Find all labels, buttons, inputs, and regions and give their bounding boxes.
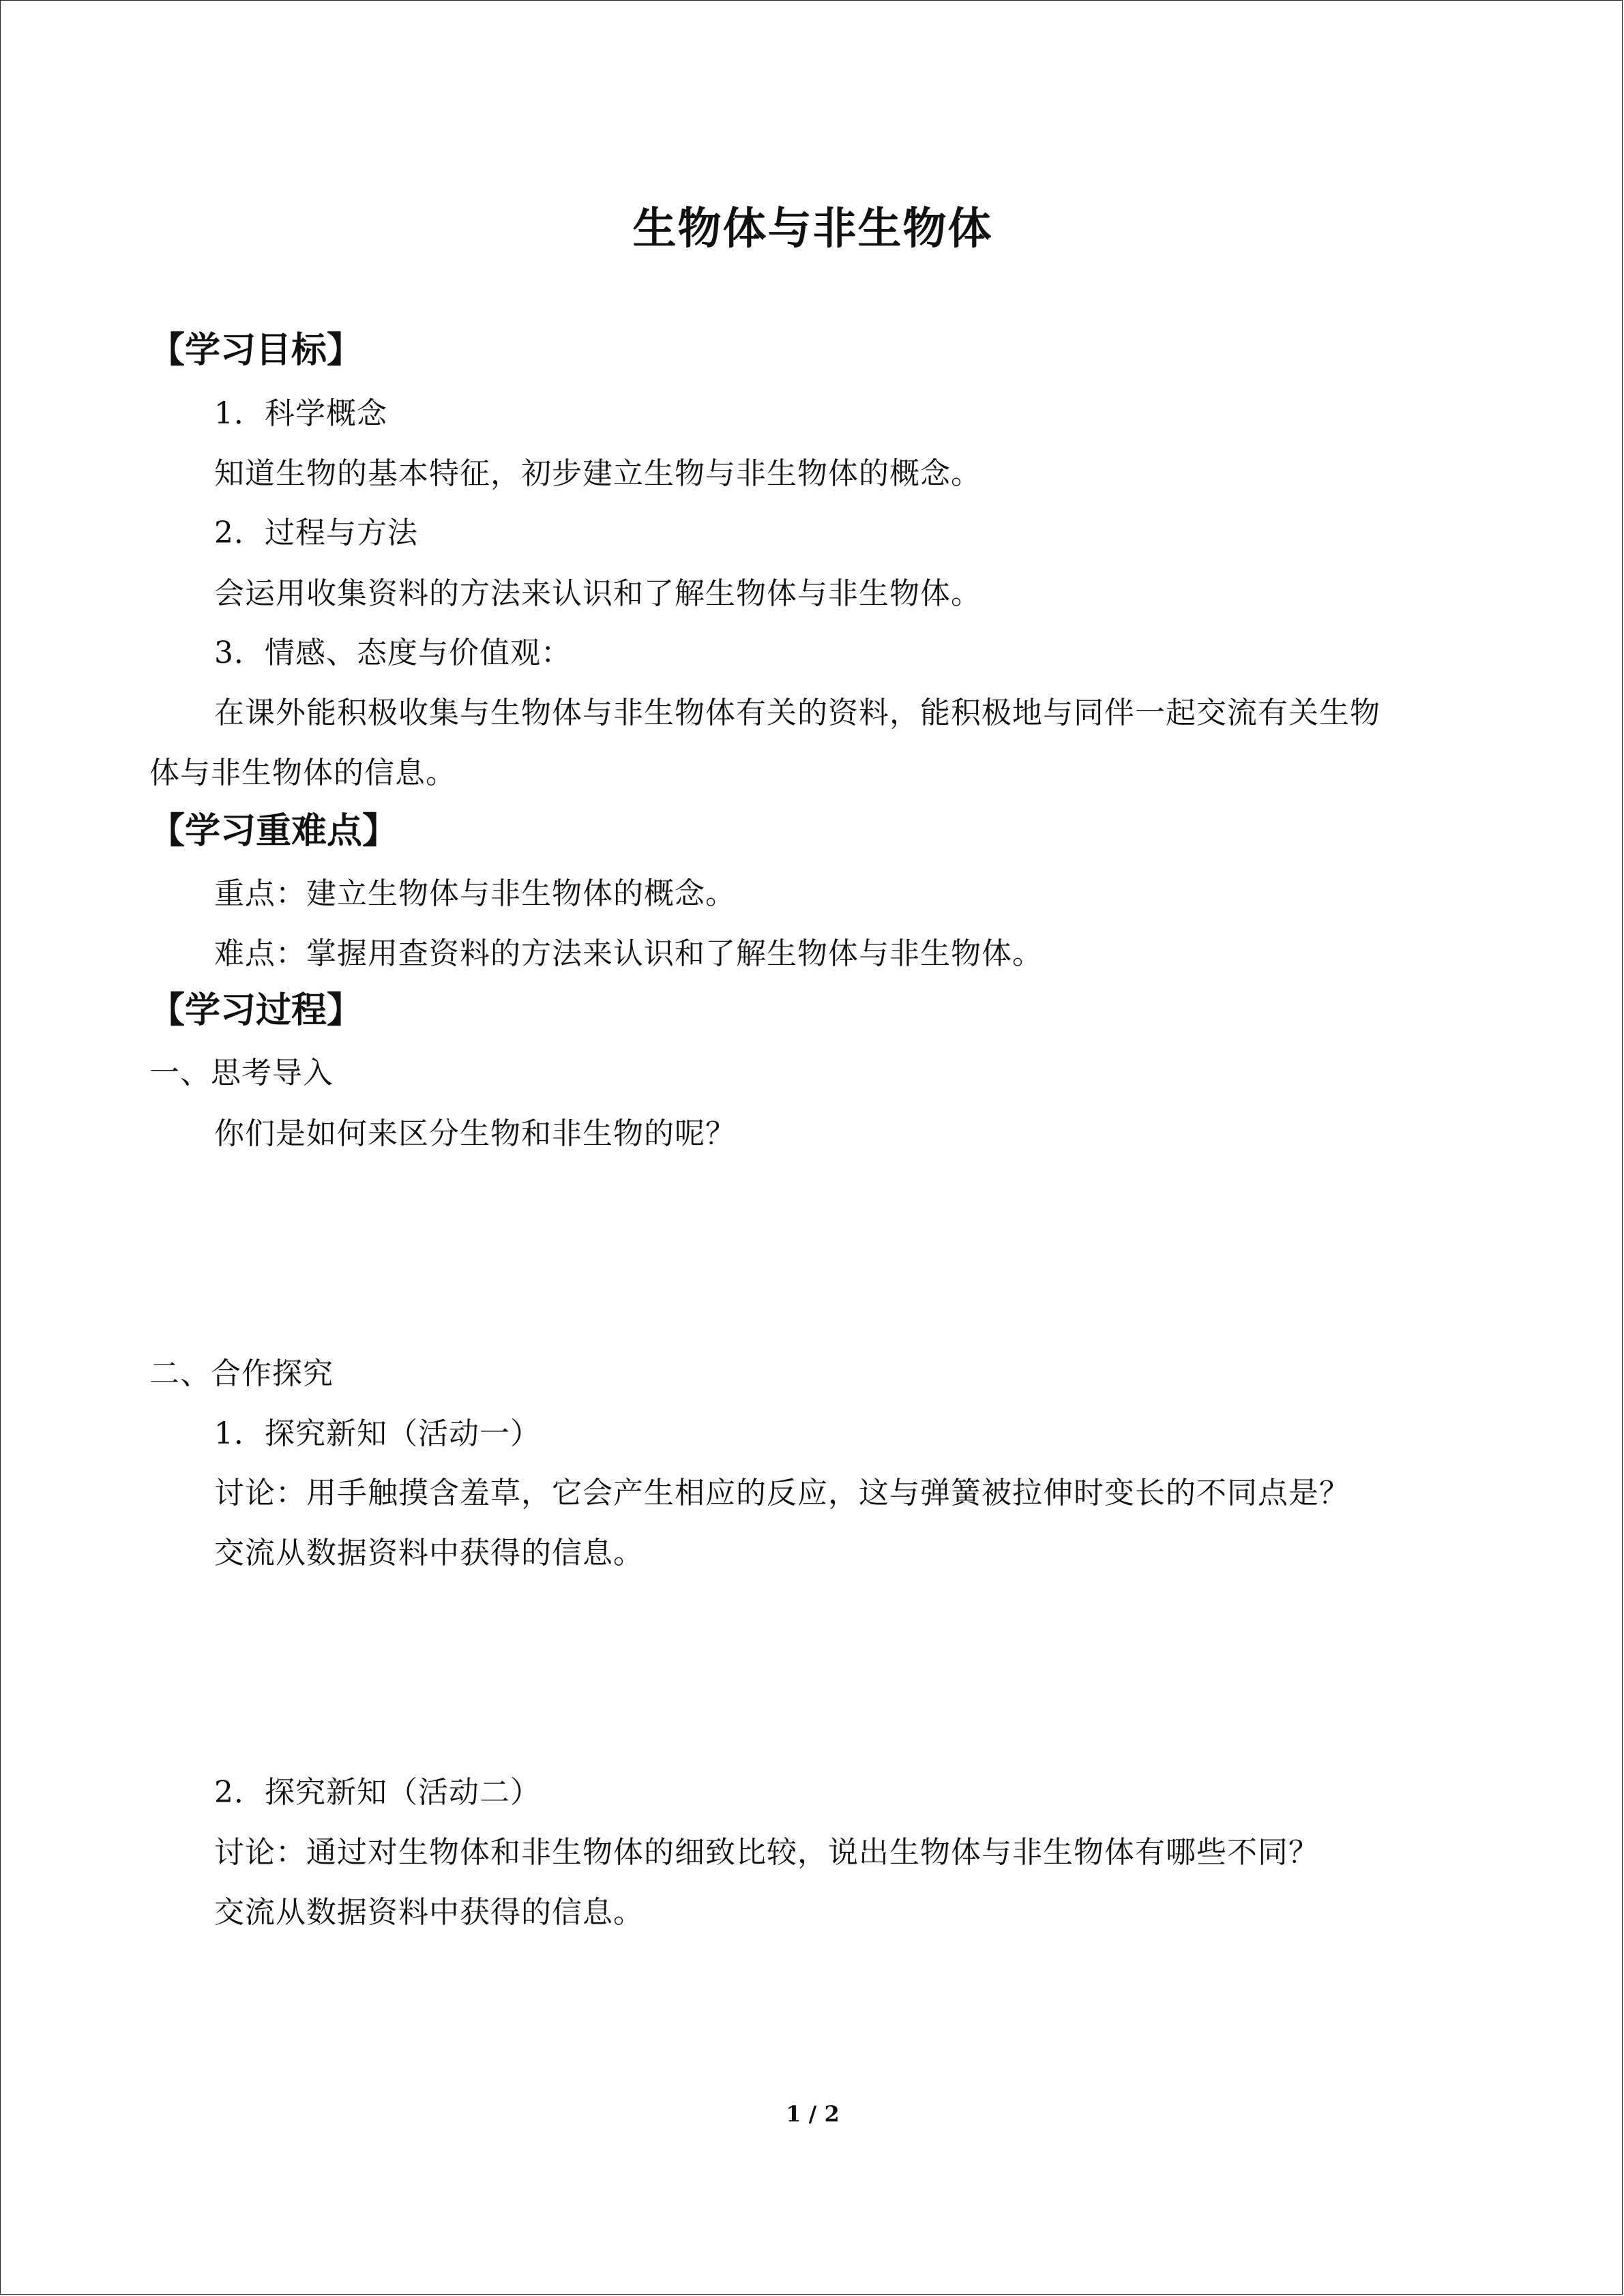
process-part-1-question: 你们是如何来区分生物和非生物的呢？ xyxy=(214,1116,736,1151)
activity-2-title: 2．探究新知（活动二） xyxy=(214,1775,541,1810)
key-point-focus: 重点：建立生物体与非生物体的概念。 xyxy=(214,876,736,911)
activity-1-exchange: 交流从数据资料中获得的信息。 xyxy=(214,1536,644,1570)
key-point-difficulty: 难点：掌握用查资料的方法来认识和了解生物体与非生物体。 xyxy=(214,936,1043,971)
section-heading-process: 【学习过程】 xyxy=(149,990,363,1031)
activity-1-discussion: 讨论：用手触摸含羞草，它会产生相应的反应，这与弹簧被拉伸时变长的不同点是？ xyxy=(214,1476,1350,1510)
goal-item-3-text-line1: 在课外能积极收集与生物体与非生物体有关的资料，能积极地与同伴一起交流有关生物 xyxy=(214,696,1381,730)
goal-item-3-text-line2: 体与非生物体的信息。 xyxy=(149,756,456,790)
goal-item-3-title: 3．情感、态度与价值观： xyxy=(214,636,572,670)
activity-1-title: 1．探究新知（活动一） xyxy=(214,1416,541,1451)
process-part-1-title: 一、思考导入 xyxy=(149,1056,334,1090)
section-heading-goals: 【学习目标】 xyxy=(149,330,363,371)
goal-item-2-text: 会运用收集资料的方法来认识和了解生物体与非生物体。 xyxy=(214,576,981,611)
goal-item-1-title: 1．科学概念 xyxy=(214,396,387,431)
page-title: 生物体与非生物体 xyxy=(632,204,993,254)
goal-item-1-text: 知道生物的基本特征，初步建立生物与非生物体的概念。 xyxy=(214,456,981,491)
goal-item-2-title: 2．过程与方法 xyxy=(214,516,418,550)
section-heading-key-points: 【学习重难点】 xyxy=(149,811,398,852)
activity-2-exchange: 交流从数据资料中获得的信息。 xyxy=(214,1895,644,1930)
process-part-2-title: 二、合作探究 xyxy=(149,1356,334,1391)
page-number: 1 / 2 xyxy=(786,2101,840,2127)
activity-2-discussion: 讨论：通过对生物体和非生物体的细致比较，说出生物体与非生物体有哪些不同？ xyxy=(214,1835,1319,1870)
